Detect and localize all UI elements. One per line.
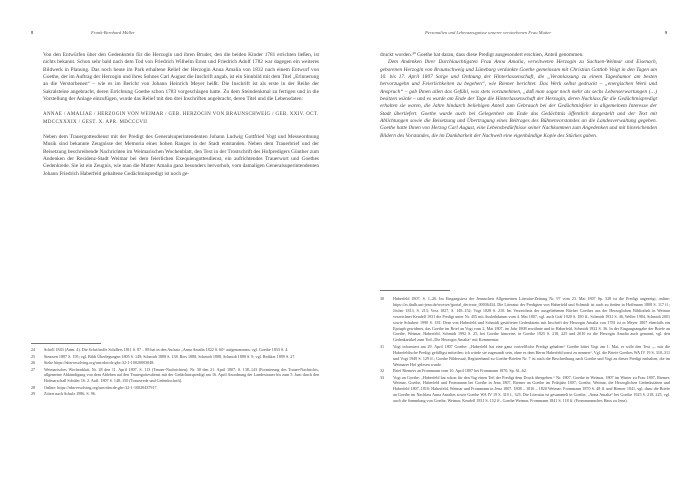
intro-paragraph: Von den Entwürfen über den Gedenkstein für die Herzogin und ihren Bruder, den die beiden Kinder 1781 errichten ließen, ist nichts bekannt. Schon sehr bald nach dem Tod von Friedrich Wilhelm Ernst und Friedrich Adolf 1782 war dagegen ein weiteres Bildwerk in Planung. Das noch heute im Park erhaltene Relief der Herzogin Anna Amalia von 1832 nach einem Entwurf von Goethe, der im Auftrag der Herzogin und ihres Sohnes Carl August die Inschrift angab, ist ein Sinnbild mit dem Titel „Erinnerung an die Verstorbenen“ – wie es im Bericht von Johann Heinrich Meyer heißt. Die Inschrift ist als erste in der Reihe der Sakralsteine angebracht, deren Errichtung Goethe schon 1783 vorgeschlagen hatte. Zu dem Steindenkmal zu fertigen und in die Vorstellung der Anlage einzufügen, wurde das Relief mit den drei Inschriften angebracht, deren Titel und die Lebensdaten: [43, 52, 319, 103]
continuation-paragraph: druckt worden.³⁰ Goethe hat daran, dass diese Predigt ausgesondert erschien, Anteil genommen. [380, 52, 584, 58]
right-footnote-rule [380, 290, 450, 291]
inscription-text: ANNAE / AMALIAE / HERZOGIN VON WEIMAR / GEB. HERZOGIN VON BRAUNSCHWEIG / GEB. XXIV. OCT. MDCCXXXIX / GEST. X. APR. MDCCCVII [43, 112, 319, 125]
left-running-title: Frank-Bernhard Müller [91, 30, 135, 35]
footnote-text: Schöll 1843 (Anm. 4). Die Schriftrolle Schillers 1811 S. 87 – 88 hat in den Aufsatz „Anna Amalia 1822 S. 60“ aufgenommen, vgl. Goethe 1833 S. 4. [44, 347, 289, 352]
footnote [31, 367, 319, 385]
footnote-text: Vogt an Goethe: „Haberfeld hat schon für den Tag einen Teil der Predigt dem Druck übergeben.“ Nr. 1807; Goethe in Weimar, 1807 im Winter zu Frau 1807, Riemer, Weimar, Goethe, Haberfeld und Frommann bei Goethe in Jena 1807, Riemer an Goethe im Frühjahr 1807; Goethe, Weimar, die Herzoglichen Gedenkstätten und Haberfeld 1807–1810; Haberfeld, Weimar und Frommann in Jena 1807. 1808 – 1816 – 1820 Weimar; Frommann 1870 S. 48 ff. und Riemer 1841, vgl. dazu die Briefe an Goethe im Nachlass Anna Amalias sowie Goethe WA IV 19 S. 310 f., 325. Die Literatur ist gesammelt in Goethe, „Anna Amalia“ bei Goethe 1925 S. 218, 225, vgl. auch die Sammlung von Goethe, Weimar, Keudell 1931 S. 152 ff., Goethe Weimar, Frommann 1841 S. 118 ff. (Frommannsches Haus zu Jena). [393, 374, 670, 404]
footnote-text: Haberfeld 1807, S. 1–26. Im Eingangstext der Jenaischen Allgemeinen Literatur-Zeitung Nr. 97 vom 23. Mai 1807 Sp. 328 ist die Predigt angezeigt, online: https://zs.thulb.uni-jena.de/receive/jportal_derivate_00036434. Die Literatur der Predigten von Haberfeld und Schmidt ist auch zu finden in Hoffmann 1808 S. 117 ff.; Jöcher 1813, S. 213; Voss 1827, S. 149–152; Vogt 1828 S. 210. Im Verzeichnis der ausgeliehenen Bücher Goethes aus der Herzoglichen Bibliothek in Weimar verzeichnet Keudell 1931 die Predigt unter Nr. 455 mit Ausleihdatum vom 4. Mai 1807, vgl. auch Gräf 1920 S. 180 ff., Schmidt 1931 S. 46, Weller 1984, Schmidt 2001 sowie Schubert 1990 S. 181. Dem von Haberfeld und Schmidt gestifteten Gedenkstein mit Inschrift der Herzogin Amalia von 1781 ist in Meyer 1807 ebenfalls ein Epitaph gewidmet, das Goethe im Brief an Vogt vom 2. Mai 1807, im Jahr 1808 erwähnte und in Haberfeld, Schmidt 1932 S. 36. In der Eingangsangabe der Briefe an Goethe, Weimar, Haberfeld, Schmidt 1992 S. 25, bei Goethe hinweise, in Goethe 1925 S. 218, 225 und 2010 ist die Herzogin Amalia auch genannt, vgl. den Gedenkartikel zum Tod „Die Herzogin Amalia“ mit Kommentar. [393, 296, 670, 343]
footnote [31, 391, 319, 397]
footnote-number: 28 [31, 384, 36, 390]
left-body-text [43, 52, 319, 178]
footnote-text: Zitiert nach Schulz 1986, S. 96. [44, 391, 96, 397]
main-paragraph: Dem Andenken Ihrer Durchlauchtigsten Frau Anna Amalia, verwitweten Herzogin zu Sachsen-Weimar und Eisenach, geborenen Herzogin von Braunschweig und Lüneburg verdankte Goethe gemeinsam mit Christian Gottlob Voigt in den Tagen um 10. bis 17. April 1807 Sorge und Ordnung der Hinterlassenschaft, die „Veranlassung zu einem Tageshumor am besten hervorzugehn und Feierlichkeiten zu begehen“, wie Riemer berichtet. Das Werk selbst gedruckt – „energischen Werk und Anspruch“ – gab Ihnen allen das Gefühl, was stets vorzunehmen, „daß man sogar noch mehr als sechs Lebenserwartungen (…) besitzen würde – und es wurde am Ende der Tage die Hinterlassenschaft der Herzogin, deren Nachlass für die Gedächtnispredigt erhalten sie waren, die Jahre hindurch beliebigen Anteil zum Gebrauch bei der Gedächtnisfeier in allgemeinem Interesse der Stadt überliefert. Goethe wurde auch bei Gelegenheit am Ende das Gedächtnis öffentlich dargestellt und der Text mit Ablichtungen sowie die Beisetzung und Übertragung eines Beitrages des Bühnenvorstandes an die Landesverwaltung gegeben. Goethe hatte Ihnen von Herzog Carl August, eine Lebensbedürfnisse seiner Nachkommen zum Angedenken und mit hinreichenden Bildern des Vorstandes, die im Dankbarkeit der Nachwelt eine eigenhändige Kopie des Stückes gaben. [380, 59, 657, 139]
footnote-text: Online: https://nbn-resolving.org/urn:nbn:de:gbv:32-1-10020437917. [44, 384, 158, 390]
footnote-number: 25 [31, 353, 36, 359]
right-page-number: 9 [664, 30, 667, 35]
footnote [380, 344, 670, 368]
footnote-number: 30 [380, 296, 385, 301]
footnote-number: 33 [380, 374, 385, 380]
footnote-text: Siemsen 1887 S. 195; vgl. Bildt Überlegungen 1805 S. 149; Schmidt 1888 S. 138. Ries 1888, Schmidt 1888, Schmidt 1888 S. 9; vgl. Rediker 1899 S. 27. [44, 353, 296, 359]
footnote-number: 26 [31, 360, 36, 365]
left-footnotes [31, 347, 319, 398]
footnote [380, 368, 670, 374]
footnote-text: Siehe https://nbn-resolving.org/urn:nbn:de:gbv:32-1-10020003048. [44, 360, 155, 365]
footnote-number: 24 [31, 347, 36, 352]
footnote-text: Brief Riemers an Frommann vom 10. April 1807 bei Frommann 1870, Sp. 61–62. [393, 368, 527, 374]
footnote [31, 347, 319, 353]
footnote [380, 375, 670, 405]
footnote-number: 32 [380, 368, 385, 374]
right-running-head [350, 30, 700, 40]
footnote [31, 360, 319, 366]
right-running-title: Personalien und Lebenszeugnisse unserer verstorbenen Frau Mutter [425, 30, 552, 35]
footnote [31, 385, 319, 391]
footnote-number: 27 [31, 366, 36, 372]
footnote-number: 31 [380, 343, 385, 349]
footnote-text: Weimarisches Wochenblatt, Nr. 28 den 11. April 1807, S. 113 (Tenner-Nachrichten), Nr. 30 den 21. April 1807, S. 138–143 (Formierung des Trauer-Nachrichts, allgemeine Abkündigung von dem Ableben auf den Trauergottesdienst mit der Gedächtnispredigt am 16. April Anordnung der Landestrauer bis zum 5. Juni durch den Hofmarschall Schüler 16. 2. Aufl. 1807 S. 148–150 (Trauerrede und Gedenkschrift). [44, 366, 319, 384]
right-page [350, 0, 700, 495]
left-running-head [0, 30, 350, 40]
second-paragraph: Neben dem Trauergottesdienst mit der Predigt des Generalsuperintendenten Johann Ludwig Gottfried Vogt und Messeordnung Musik sind bekannte Zeugnisse der Memoria eines hohen Ranges in der Stadt entstanden. Neben dem Trauerbrief und der Beisetzung beschreibende Nachrichten im Weimarischen Wochenblatt, den Text in der Trostschrift des Hofpredigers Günther zum Andenken der Residenz-Stadt Weimar bei dem feierlichen Exequiengottesdienst, ein aufrichtendes Trauerwort und Goethes Gedenkrede. Sie ist ein Zeugnis, wie man die Mutter Amalia ganz besonders hervorhob, vom damaligen Generalsuperintendenten Johann Friedrich Haberfeld gehaltene Gedächtnispredigt ist noch ge- [43, 134, 319, 177]
footnote-number: 29 [31, 391, 36, 397]
right-body-text [380, 52, 657, 140]
footnote [31, 354, 319, 360]
footnote-text: Vogt informiert am 29. April 1807 Goethe: „Haberfeld hat eine ganz vortreffliche Predigt gehalten“ Goethe bittet Vogt am 1. Mai, er solle den Text „– mir die Haberfeldische Predigt gefälligst mitteilen; ich würde sie zugesandt sein, ohne es dem Herrn Haberfeld sonst zu nennen“. Vgl. die Briefe Goethes WA IV 19 S. 310–311 und Vogt 1949 S. 129 ff.; Goethe Bildersaal, Registerband zu Goethe-Briefen Nr. 7 ist auch die Beschreibung nach Goethe und Vogt zu dieser Predigt enthalten, die im Weimarer Hof gelesen wurde. [393, 343, 670, 367]
footnote [380, 296, 670, 343]
right-footnotes [380, 296, 670, 405]
left-page-number: 8 [31, 30, 34, 35]
left-footnote-rule [31, 343, 101, 344]
